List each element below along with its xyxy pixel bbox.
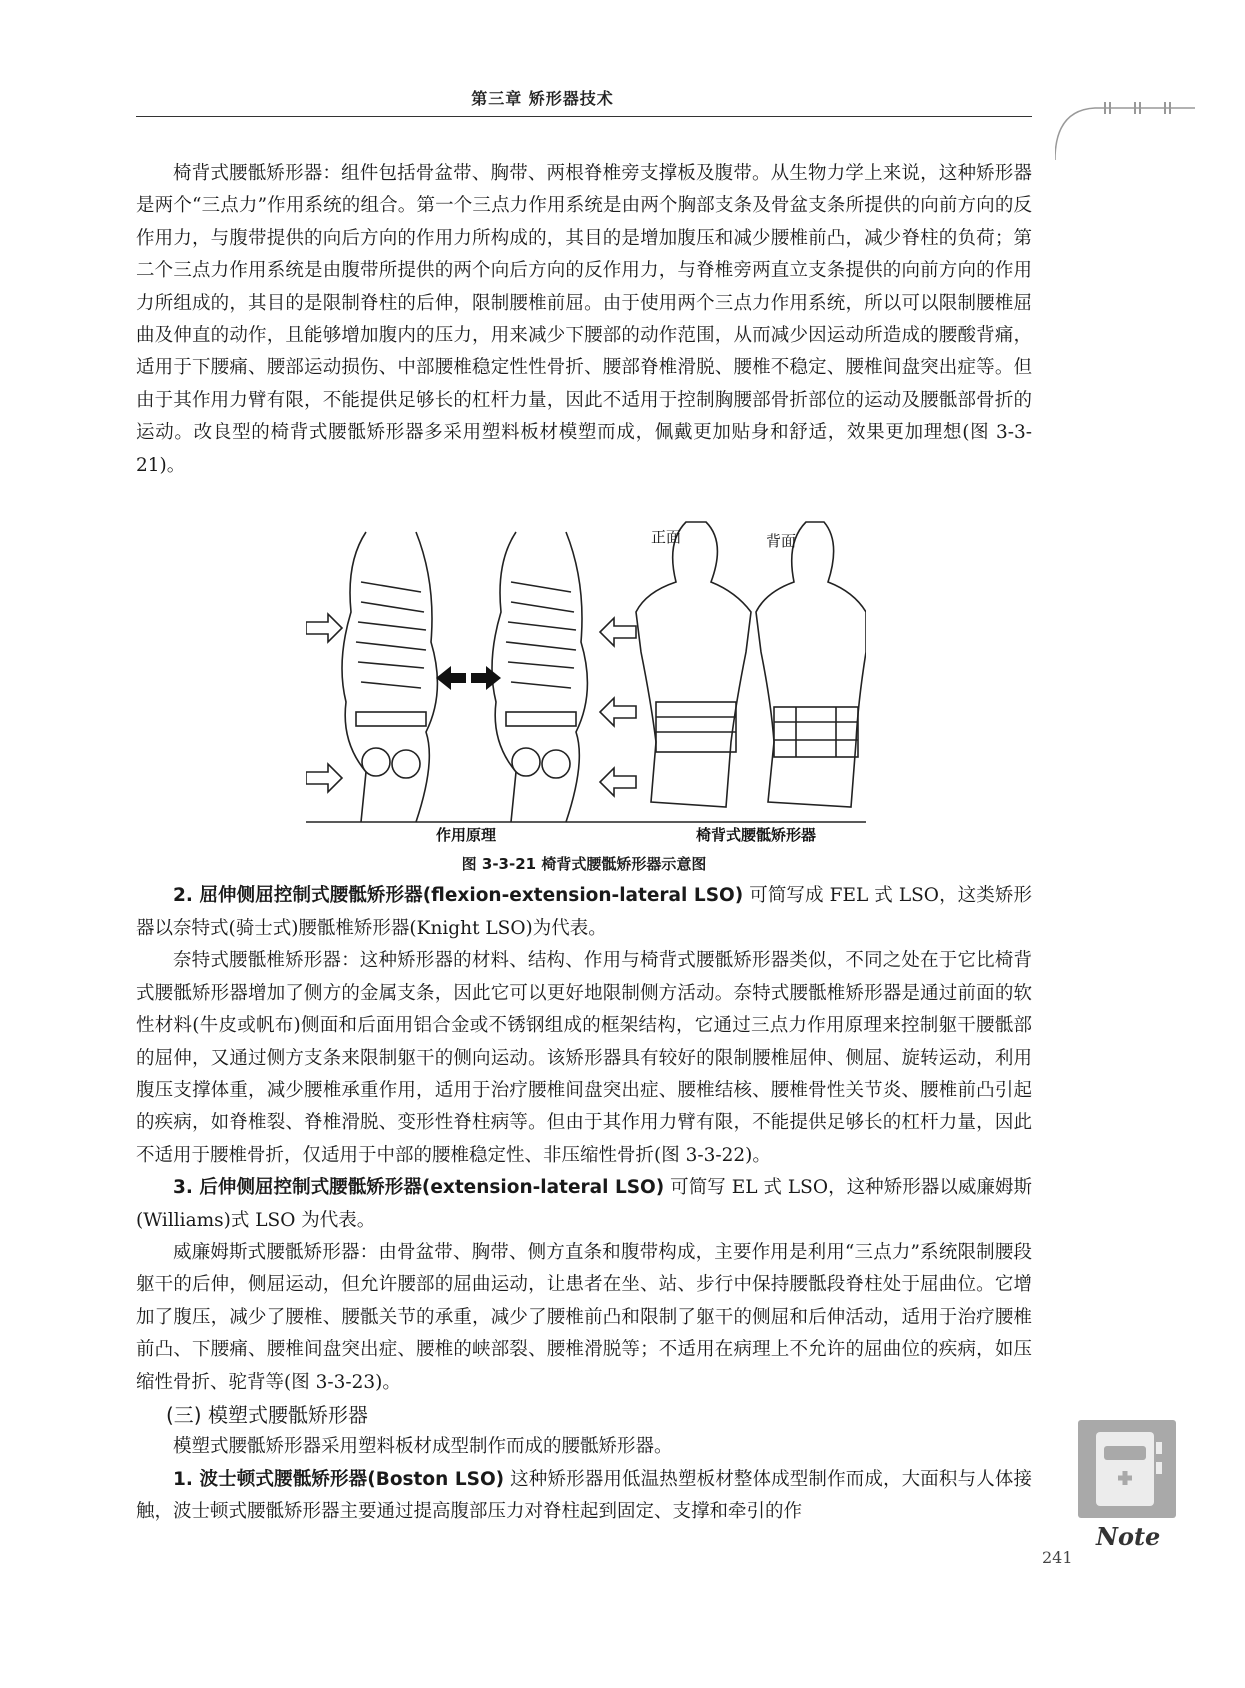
paragraph-molded-lso: 模塑式腰骶矫形器采用塑料板材成型制作而成的腰骶矫形器。	[173, 1436, 673, 1458]
section-heading-molded-lso: (三) 模塑式腰骶矫形器	[166, 1402, 368, 1427]
heading-fel-lso: 2. 屈伸侧屈控制式腰骶矫形器(flexion-extension-lateral LSO)	[173, 885, 744, 907]
paragraph-el-lso	[136, 1172, 1032, 1237]
text-fel-lso: 可简写成 FEL 式 LSO，这类矫形器以奈特式(骑士式)腰骶椎矫形器(Knight LSO)为代表。	[136, 885, 1032, 939]
figure-label-back: 背面	[766, 533, 797, 551]
figure-label-orthosis: 椅背式腰骶矫形器	[696, 827, 817, 843]
text-el-lso: 可简写 EL 式 LSO，这种矫形器以威廉姆斯(Williams)式 LSO 为代表。	[136, 1177, 1032, 1231]
figure-3-3-21	[136, 502, 1032, 842]
paragraph-williams-lso: 威廉姆斯式腰骶矫形器：由骨盆带、胸带、侧方直条和腹带构成，主要作用是利用“三点力”系统限制腰段躯干的后伸，侧屈运动，但允许腰部的屈曲运动，让患者在坐、站、步行中保持腰骶段脊柱处于屈曲位。它增加了腹压，减少了腰椎、腰骶关节的承重，减少了腰椎前凸和限制了躯干的侧屈和后伸活动，适用于治疗腰椎前凸、下腰痛、腰椎间盘突出症、腰椎的峡部裂、腰椎滑脱等；不适用在病理上不允许的屈曲位的疾病，如压缩性骨折、驼背等(图 3-3-23)。	[136, 1241, 1032, 1393]
header-decoration-icon	[1055, 100, 1195, 160]
page-number: 241	[1042, 1548, 1073, 1567]
figure-label-front: 正面	[651, 529, 682, 547]
text-boston-lso: 这种矫形器用低温热塑板材整体成型制作而成，大面积与人体接触，波士顿式腰骶矫形器主要通过提高腹部压力对脊柱起到固定、支撑和牵引的作	[136, 1468, 1032, 1523]
heading-boston-lso: 1. 波士顿式腰骶矫形器(Boston LSO)	[173, 1468, 505, 1490]
paragraph-knight-lso: 奈特式腰骶椎矫形器：这种矫形器的材料、结构、作用与椅背式腰骶矫形器类似，不同之处在于它比椅背式腰骶矫形器增加了侧方的金属支条，因此它可以更好地限制侧方活动。奈特式腰骶椎矫形器是通过前面的软性材料(牛皮或帆布)侧面和后面用铝合金或不锈钢组成的框架结构，它通过三点力作用原理来控制躯干腰骶部的屈伸，又通过侧方支条来限制躯干的侧向运动。该矫形器具有较好的限制腰椎屈伸、侧屈、旋转运动，利用腹压支撑体重，减少腰椎承重作用，适用于治疗腰椎间盘突出症、腰椎结核、腰椎骨性关节炎、腰椎前凸引起的疾病，如脊椎裂、脊椎滑脱、变形性脊柱病等。但由于其作用力臂有限，不能提供足够长的杠杆力量，因此不适用于腰椎骨折，仅适用于中部的腰椎稳定性、非压缩性骨折(图 3-3-22)。	[136, 950, 1032, 1166]
paragraph-fel-lso	[136, 880, 1032, 945]
figure-label-principle: 作用原理	[436, 827, 497, 843]
note-label: Note	[1096, 1522, 1161, 1551]
header-rule	[136, 116, 1032, 117]
paragraph-boston-lso	[136, 1464, 1032, 1529]
main-content	[136, 158, 1032, 1529]
figure-illustration	[306, 502, 866, 842]
figure-caption: 图 3-3-21 椅背式腰骶矫形器示意图	[461, 855, 707, 874]
chapter-header: 第三章 矫形器技术	[471, 89, 614, 108]
heading-el-lso: 3. 后伸侧屈控制式腰骶矫形器(extension-lateral LSO)	[173, 1177, 665, 1199]
paragraph-chair-back-lso: 椅背式腰骶矫形器：组件包括骨盆带、胸带、两根脊椎旁支撑板及腹带。从生物力学上来说，这种矫形器是两个“三点力”作用系统的组合。第一个三点力作用系统是由两个胸部支条及骨盆支条所提供的向前方向的反作用力，与腹带提供的向后方向的作用力所构成的，其目的是增加腹压和减少腰椎前凸，减少脊柱的负荷；第二个三点力作用系统是由腹带所提供的两个向后方向的反作用力，与脊椎旁两直立支条提供的向前方向的作用力所组成的，其目的是限制脊柱的后伸，限制腰椎前屈。由于使用两个三点力作用系统，所以可以限制腰椎屈曲及伸直的动作，且能够增加腹内的压力，用来减少下腰部的动作范围，从而减少因运动所造成的腰酸背痛，适用于下腰痛、腰部运动损伤、中部腰椎稳定性性骨折、腰部脊椎滑脱、腰椎不稳定、腰椎间盘突出症等。但由于其作用力臂有限，不能提供足够长的杠杆力量，因此不适用于控制胸腰部骨折部位的运动及腰骶部骨折的运动。改良型的椅背式腰骶矫形器多采用塑料板材模塑而成，佩戴更加贴身和舒适，效果更加理想(图 3-3-21)。	[136, 163, 1032, 476]
note-icon	[1078, 1420, 1176, 1518]
